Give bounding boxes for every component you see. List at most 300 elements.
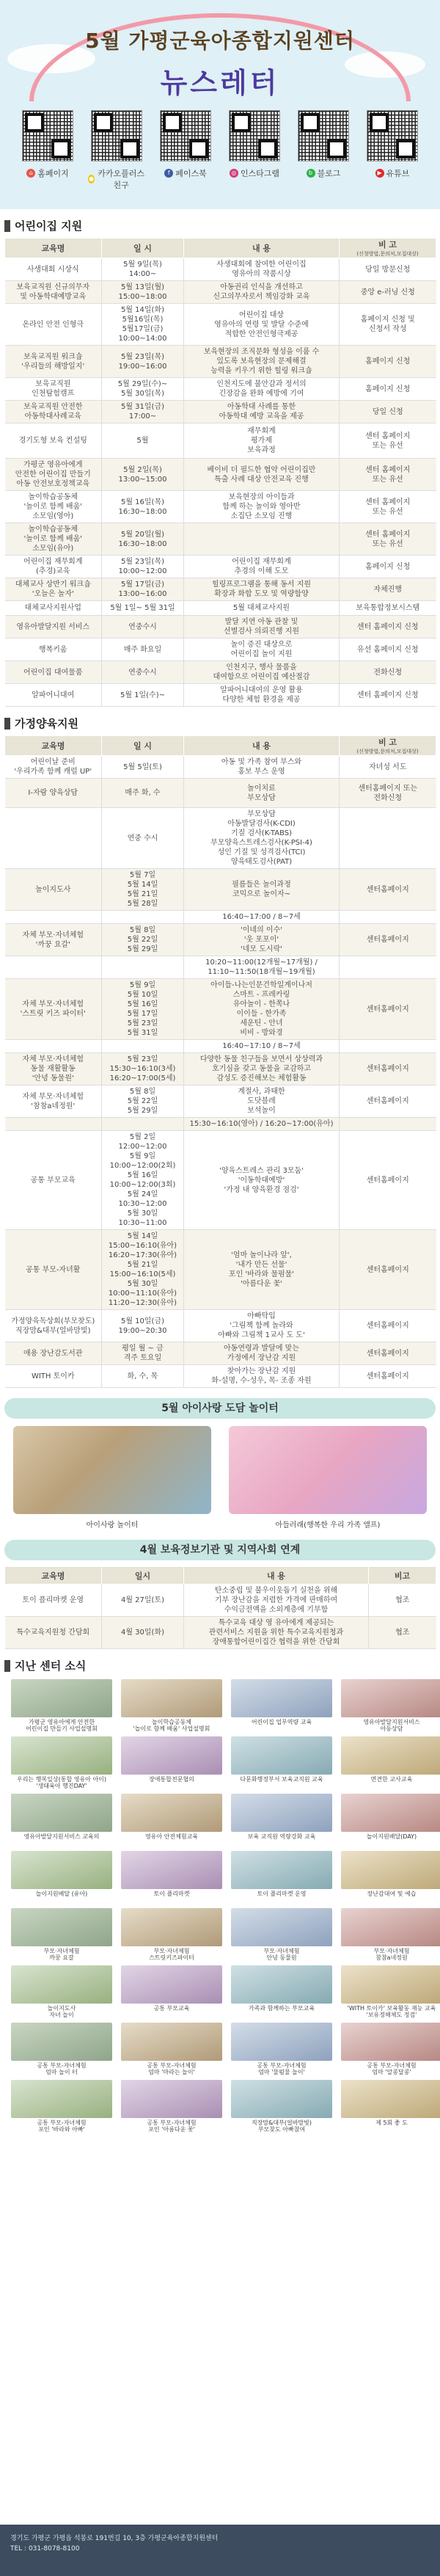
qr-code-row: [19, 110, 421, 191]
news-section-title: [4, 1658, 440, 1673]
table-cell: 5월 1일(수)~: [102, 684, 184, 707]
table-cell: 5월 7일 5월 14일 5월 21일 5월 28일: [102, 869, 184, 911]
gallery-item: [121, 2023, 222, 2075]
gallery-photo: [231, 1908, 332, 1946]
table-cell: [5, 808, 102, 869]
table-cell: 5월 8일 5월 22일 5월 29일: [102, 1085, 184, 1118]
gallery-photo: [341, 1908, 440, 1946]
table-cell: 보육교직원 안전한 아동학대사례교육: [5, 401, 102, 423]
gallery-caption: 공통 부모-자녀체험 엄마 '알콩달콩': [367, 2062, 417, 2075]
table-cell: I-자람 양육상담: [5, 779, 102, 808]
table-row: [5, 491, 436, 523]
header-note-sub: (신청방법,문의처,모집대상): [356, 251, 419, 257]
table-cell: 경기도형 보육 컨설팅: [5, 423, 102, 459]
table-cell: 5월 5일(토): [102, 756, 184, 779]
table-row: [5, 346, 436, 378]
gallery-photo: [341, 1851, 440, 1889]
table-cell: 연중수시: [102, 661, 184, 684]
table-cell: [340, 911, 436, 924]
qr-code-item[interactable]: [19, 110, 76, 191]
gallery-item: [231, 1851, 332, 1904]
table-cell: 인천지도에 불안감과 정서의 긴장감을 완화 예방에 기여: [184, 378, 340, 401]
table-cell: 16:40~17:00 / 8~7세: [184, 911, 340, 924]
gallery-item: [121, 1908, 222, 1961]
table-cell: 연중수시: [102, 616, 184, 638]
table-cell: 센터 홈페이지 또는 유선: [340, 459, 436, 491]
table-cell: 가평군 영유아에게 안전한 어린이집 만들기 아동 안전보호정책교육: [5, 459, 102, 491]
table-row: [5, 523, 436, 556]
header-note-text: 비 고: [378, 240, 397, 250]
gallery-item: [121, 1679, 222, 1732]
table-cell: 매주 화, 수: [102, 779, 184, 808]
table-row: [5, 556, 436, 578]
table-cell: 중앙 e-러닝 신청: [340, 281, 436, 304]
table-row: [5, 578, 436, 601]
gallery-caption: 어린이집 업무역량 교육: [251, 1719, 312, 1725]
table-cell: 센터 홈페이지 또는 유선: [340, 491, 436, 523]
table-cell: 특수교육지원청 간담회: [5, 1617, 102, 1649]
table-cell: 애용 장난감도서관: [5, 1342, 102, 1365]
table-cell: 보육교직원 신규의무자 및 아동학대예방교육: [5, 281, 102, 304]
table-cell: [184, 523, 340, 556]
table-cell: 5월 2일(목) 13:00~15:00: [102, 459, 184, 491]
table-cell: 힐링프로그램을 통해 동서 지원 확장과 화합 도모 및 역량함양: [184, 578, 340, 601]
table-cell: 센터 홈페이지 또는 유선: [340, 423, 436, 459]
gallery-item: [341, 1851, 440, 1904]
table-cell: [5, 1040, 102, 1053]
qr-label: [226, 167, 283, 179]
section-title-text: 어린이집 지원: [15, 219, 83, 233]
table-cell: 놀이지도사: [5, 869, 102, 911]
table-cell: 5월 14일 15:00~16:10(유아) 16:20~17:30(유아) 5월 21일 15:00~16:10(5세) 5월 30일 10:00~11:10(유아) 11:20~12:30(유아): [102, 1230, 184, 1310]
facebook-icon: f: [164, 169, 173, 178]
gallery-caption: 부모·자녀체험 까꿍 요갈: [43, 1948, 80, 1961]
table-row: [5, 956, 436, 979]
header-content: 내 용: [184, 736, 340, 756]
gallery-item: [121, 1794, 222, 1847]
newsletter-title: 뉴스레터: [160, 67, 280, 99]
table-cell: 센터홈페이지: [340, 1342, 436, 1365]
qr-code-item[interactable]: [157, 110, 214, 191]
qr-label-text: 유튜브: [386, 169, 410, 178]
gallery-photo: [231, 1679, 332, 1717]
table-cell: 토이 플리마켓 운영: [5, 1584, 102, 1617]
table-cell: 보육교직원 인천탐험캠프: [5, 378, 102, 401]
table-cell: 놀이치료 부모상담: [184, 779, 340, 808]
table-cell: 5월 2일 12:00~12:00 5월 9일 10:00~12:00(2회) 5월 16일 10:00~12:00(3회) 5월 24일 10:30~12:00 5월 30일 10:30~11:00: [102, 1131, 184, 1230]
gallery-item: [11, 1965, 112, 2018]
gallery-caption: 부모·자녀체험 참참a네정원: [373, 1948, 410, 1961]
gallery-photo: [341, 1794, 440, 1832]
gallery-photo: [11, 1908, 112, 1946]
gallery-caption: 공통 부모-자녀체험 엄마 '마라는 놀이': [147, 2062, 197, 2075]
table-cell: 어린이집 대상 영유아의 연령 및 발달 수준에 적합한 안전인형극제공: [184, 304, 340, 346]
table-cell: 센터홈페이지 또는 전화신청: [340, 779, 436, 808]
gallery-caption: 'WITH 토이카' 보육활동 재능 교육 '보유정해체도 정검': [347, 2005, 436, 2018]
gallery-photo: [231, 1851, 332, 1889]
table-cell: 어린이집 대여물품: [5, 661, 102, 684]
table-cell: 재무회계 평가제 보육과정: [184, 423, 340, 459]
table-cell: 평일 월 ~ 금 격주 토요일: [102, 1342, 184, 1365]
table-cell: [340, 1118, 436, 1131]
header-content: 내 용: [184, 1567, 369, 1584]
gallery-caption: 장애통합전문협의: [149, 1776, 194, 1783]
gallery-photo: [341, 1736, 440, 1775]
gallery-photo: [121, 1851, 222, 1889]
table-cell: 화, 수, 목: [102, 1365, 184, 1388]
gallery-caption: 공통 부모교육: [153, 2005, 190, 2012]
header-note-text: 비 고: [378, 738, 397, 747]
gallery-photo: [11, 2080, 112, 2118]
news-gallery: [11, 1679, 440, 2133]
qr-label: [364, 167, 421, 179]
table-cell: 센터홈페이지: [340, 1230, 436, 1310]
table-row: [5, 1365, 436, 1388]
gallery-photo: [121, 1908, 222, 1946]
table-cell: 아동 및 가족 참여 부스와 홍보 부스 운영: [184, 756, 340, 779]
footer-tel: TEL : 031-8078-8100: [10, 2545, 80, 2553]
table-cell: '이네의 이수' '웃 포포이' '네모 도시락': [184, 924, 340, 956]
table-cell: 계절사, 과태한 도닷블레 보석놀이: [184, 1085, 340, 1118]
table-row: [5, 869, 436, 911]
gallery-caption: 놀이지원배달 (유아): [35, 1891, 88, 1897]
table-cell: 자체진행: [340, 578, 436, 601]
section-title-text: 지난 센터 소식: [15, 1659, 87, 1673]
gallery-item: [11, 1736, 112, 1789]
table-cell: 보육현장의 아이들과 함께 하는 놀이와 영아반 소집단 소모임 진행: [184, 491, 340, 523]
table-cell: 행복키움: [5, 638, 102, 661]
table-cell: 부모상담 아동발달검사(K-CDI) 기질 검사(K-TABS) 부모양육스트레스검사(K-PSI-4) 성인 기질 및 성격검사(TCI) 양육태도검사(PAT): [184, 808, 340, 869]
table-cell: 4월 30일(화): [102, 1617, 184, 1649]
header-date: 일 시: [102, 239, 184, 258]
table-row: [5, 281, 436, 304]
table-cell: 발달 지연 아동 관찰 및 선별검사 의뢰진행 지원: [184, 616, 340, 638]
family-section-title: [4, 716, 440, 731]
gallery-caption: 놀이지도사 자녀 놀이: [47, 2005, 76, 2018]
gallery-caption: 토이 플리마켓: [153, 1891, 190, 1897]
qr-code[interactable]: [298, 110, 349, 161]
table-row: [5, 1342, 436, 1365]
table-cell: 공통 부모교육: [5, 1131, 102, 1230]
table-cell: 10:20~11:00(12개월~17개월) / 11:10~11:50(18개월~19개월): [184, 956, 340, 979]
gallery-item: [121, 2080, 222, 2133]
gallery-caption: 공통 부모-자녀체험 엄마 '물펌물 놀이': [257, 2062, 307, 2075]
table-cell: 자체 부모·자녀체험 '스트릿 키즈 파이터': [5, 979, 102, 1040]
gallery-caption: 우리는 행복일상(통합 영유아 아이) '생태육아 행진DAY': [16, 1776, 107, 1789]
gallery-item: [231, 1965, 332, 2018]
table-cell: 홈페이지 신청: [340, 556, 436, 578]
table-cell: 5월 8일 5월 22일 5월 29일: [102, 924, 184, 956]
table-cell: 탄소중립 및 불우이웃돕기 실천을 위해 기부 장난감을 저렴한 가격에 판매하여 수익금전액을 소외계층에 기부함: [184, 1584, 369, 1617]
gallery-photo: [11, 1794, 112, 1832]
table-cell: 인천지구, 행사 물품을 대여함으로 어린이집 예산절감: [184, 661, 340, 684]
table-cell: 센터홈페이지: [340, 1365, 436, 1388]
table-row: [5, 1040, 436, 1053]
gallery-item: [11, 1679, 112, 1732]
gallery-caption: 놀이지원배달(DAY): [366, 1833, 417, 1840]
table-cell: 센터 홈페이지 신청: [340, 684, 436, 707]
header-note: [340, 239, 436, 258]
table-cell: 협조: [369, 1617, 436, 1649]
table-cell: 협조: [369, 1584, 436, 1617]
table-cell: 당일 신청: [340, 401, 436, 423]
gallery-item: [341, 1794, 440, 1847]
table-cell: 베이비 더 필드한 협약 어린이집만 특출 사례 대상 안전교육 진행: [184, 459, 340, 491]
table-cell: 센터홈페이지: [340, 869, 436, 911]
table-cell: WITH 토이카: [5, 1365, 102, 1388]
qr-code-item[interactable]: [295, 110, 352, 191]
table-cell: 자체 부모·자녀체험 '참참a네정원': [5, 1085, 102, 1118]
table-cell: [5, 1118, 102, 1131]
header-note: [340, 736, 436, 756]
section-marker: [4, 1660, 10, 1672]
table-cell: 놀이학습공동체 '놀이로 함께 배움' 소모임(유아): [5, 523, 102, 556]
gallery-photo: [121, 1794, 222, 1832]
gallery-item: [341, 2080, 440, 2133]
gallery-photo: [341, 1965, 440, 2004]
table-cell: 5월 16일(목) 16:30~18:00: [102, 491, 184, 523]
playground-photo: [13, 1426, 211, 1529]
blog-icon: b: [307, 169, 315, 178]
table-row: [5, 1230, 436, 1310]
table-cell: 사생대회에 참여한 어린이집 영유아의 작품시상: [184, 258, 340, 281]
table-cell: 연중 수시: [102, 808, 184, 869]
gallery-photo: [121, 1736, 222, 1775]
table-row: [5, 1617, 436, 1649]
table-row: [5, 616, 436, 638]
gallery-caption: 제 5회 좋 도: [375, 2120, 408, 2126]
gallery-photo: [341, 2023, 440, 2061]
gallery-item: [341, 2023, 440, 2075]
qr-code-item[interactable]: [226, 110, 283, 191]
gallery-item: [341, 1736, 440, 1789]
table-cell: 5월 23일(목) 19:00~16:00: [102, 346, 184, 378]
gallery-photo: [121, 2080, 222, 2118]
network-banner: 4월 보육정보기관 및 지역사회 연계: [4, 1540, 436, 1560]
table-cell: 영유아발달지원 서비스: [5, 616, 102, 638]
gallery-photo: [231, 1736, 332, 1775]
table-cell: 자체 부모·자녀체험 '까꿍 요갈': [5, 924, 102, 956]
table-row: [5, 401, 436, 423]
gallery-caption: 면견한 교사교육: [370, 1776, 413, 1783]
gallery-photo: [121, 1679, 222, 1717]
gallery-caption: 직장맘&대부(얼바맘빛) 부모찾도 아빠참여: [251, 2120, 312, 2133]
gallery-item: [231, 2080, 332, 2133]
playground-banner: 5월 아이사랑 도담 놀이터: [4, 1398, 436, 1419]
gallery-photo: [231, 2023, 332, 2061]
table-cell: 가정양육독상회(부모찾도) 직장맘&대부(얼바맘빛): [5, 1310, 102, 1342]
qr-code[interactable]: [160, 110, 211, 161]
table-header-row: [5, 736, 436, 756]
qr-code-item[interactable]: [364, 110, 421, 191]
table-cell: 놀이학습공동체 '놀이로 함께 배움' 소모임(영아): [5, 491, 102, 523]
gallery-caption: 부모·자녀체험 안녕 동물원: [263, 1948, 300, 1961]
table-cell: 홈페이지 신청: [340, 378, 436, 401]
table-cell: 필름들은 놀이과정 코믹으로 놀이자~: [184, 869, 340, 911]
gallery-item: [11, 1851, 112, 1904]
table-cell: 보육교직원 워크숍 '우리들의 해방일지': [5, 346, 102, 378]
table-cell: 당일 방문신청: [340, 258, 436, 281]
qr-code-item[interactable]: [88, 110, 145, 191]
gallery-item: [231, 1794, 332, 1847]
table-header-row: [5, 1567, 436, 1584]
header-course: 교육명: [5, 736, 102, 756]
table-row: [5, 459, 436, 491]
gallery-photo: [121, 1965, 222, 2004]
gallery-item: [341, 1679, 440, 1732]
qr-code[interactable]: [229, 110, 280, 161]
table-cell: 매주 화요일: [102, 638, 184, 661]
qr-label: [157, 167, 214, 179]
table-cell: 5월 1일~ 5월 31일: [102, 601, 184, 616]
qr-code[interactable]: [367, 110, 418, 161]
table-cell: 15:30~16:10(영아) / 16:20~17:00(유아): [184, 1118, 340, 1131]
gallery-photo: [11, 1965, 112, 2004]
table-cell: 5월 9일 5월 10일 5월 16일 5월 17일 5월 23일 5월 31일: [102, 979, 184, 1040]
table-row: [5, 1118, 436, 1131]
gallery-item: [231, 1679, 332, 1732]
gallery-caption: 가평군 영유아에게 안전한 어린이집 만들기 사업설명회: [26, 1719, 98, 1732]
table-cell: 센터홈페이지: [340, 1131, 436, 1230]
header-note: 비고: [369, 1567, 436, 1584]
table-cell: 5월 17일(금) 13:00~16:00: [102, 578, 184, 601]
gallery-item: [121, 1851, 222, 1904]
gallery-item: [231, 1908, 332, 1961]
table-cell: 아이들-나는인문건학일계이나저 스마트 - 프레카링 유아놀이 - 한쪽나 이이들 - 한가족 세운틴 - 안녀 비비 - 방와경: [184, 979, 340, 1040]
gallery-caption: 보육 교직원 역량강화 교육: [247, 1833, 316, 1840]
table-cell: 사생대회 시상식: [5, 258, 102, 281]
table-row: [5, 638, 436, 661]
table-row: [5, 979, 436, 1040]
table-row: [5, 1053, 436, 1085]
table-cell: 5월 9일(목) 14:00~: [102, 258, 184, 281]
table-cell: 유선 홈페이지 신청: [340, 638, 436, 661]
gallery-caption: 놀이학습공동체 '놀이로 함께 배움' 사업설명회: [133, 1719, 210, 1732]
playground-photos: [4, 1426, 436, 1529]
table-row: [5, 1131, 436, 1230]
qr-label: [88, 167, 145, 191]
table-cell: 알파어니대여: [5, 684, 102, 707]
table-row: [5, 1310, 436, 1342]
gallery-item: [121, 1965, 222, 2018]
table-row: [5, 378, 436, 401]
table-cell: 대체교사 상반기 워크숍 '오늘은 놀자': [5, 578, 102, 601]
gallery-caption: 공통 부모-자녀체험 포인 '바라와 아빠': [37, 2120, 87, 2133]
gallery-photo: [11, 1679, 112, 1717]
gallery-caption: 공통 부모-자녀체험 포인 '아름다운 꽃': [147, 2120, 197, 2133]
table-cell: 다양한 동물 친구들을 보면서 상상력과 호기심을 갖고 동물을 교감하고 감성도 증진해보는 체험활동: [184, 1053, 340, 1085]
table-header-row: [5, 239, 436, 258]
table-cell: 5월 10일(금) 19:00~20:30: [102, 1310, 184, 1342]
qr-code[interactable]: [22, 110, 73, 161]
section-marker: [4, 718, 10, 729]
gallery-item: [11, 1794, 112, 1847]
playground-image: [229, 1426, 427, 1514]
table-cell: 5월 23일(목) 10:00~12:00: [102, 556, 184, 578]
newsletter-header: [0, 0, 440, 209]
table-cell: 센터홈페이지: [340, 1310, 436, 1342]
table-cell: 찾아가는 장난감 지원 화-설명, 수-성우, 목- 조종 자원: [184, 1365, 340, 1388]
gallery-caption: 장난감대여 및 예습: [367, 1891, 417, 1897]
table-cell: 센터 홈페이지 또는 유선: [340, 523, 436, 556]
gallery-photo: [231, 1794, 332, 1832]
table-row: [5, 924, 436, 956]
qr-label-text: 홈페이지: [37, 169, 69, 178]
gallery-caption: 영유아발달지원서비스 아동상담: [363, 1719, 420, 1732]
table-cell: 5월 20일(월) 16:30~18:00: [102, 523, 184, 556]
qr-label-text: 페이스북: [175, 169, 207, 178]
gallery-caption: 토이 플리마켓 운영: [257, 1891, 307, 1897]
table-row: [5, 661, 436, 684]
table-cell: '양육스트레스 관리 3모둠' '이동학대예방' '가정 내 양육환경 점검': [184, 1131, 340, 1230]
table-cell: 아빠탁입 '그림책 함께 놀라와 아빠와 그림책 1교사 도 도': [184, 1310, 340, 1342]
table-cell: 5월: [102, 423, 184, 459]
header-date: 일 시: [102, 736, 184, 756]
gallery-item: [231, 1736, 332, 1789]
qr-code[interactable]: [91, 110, 142, 161]
daycare-table: [4, 238, 436, 707]
gallery-item: [341, 1965, 440, 2018]
table-cell: 자녀성 서도: [340, 756, 436, 779]
table-cell: [102, 956, 184, 979]
gallery-caption: 부모·자녀체험 스트릿키즈파이터: [149, 1948, 194, 1961]
footer-address: 경기도 가평군 가평읍 석봉로 191번길 10, 3층 가평군육아종합지원센터: [10, 2535, 219, 2542]
header-content: 내 용: [184, 239, 340, 258]
gallery-item: [11, 2023, 112, 2075]
table-cell: [340, 956, 436, 979]
header-date: 일시: [102, 1567, 184, 1584]
table-cell: '엄마 놀이나라 앞', '내가 만든 선물' 포인 '바라와 물펌물' '아름다운 꽃': [184, 1230, 340, 1310]
table-cell: 놀이 증진 대상으로 어린이집 놀이 지원: [184, 638, 340, 661]
table-cell: 아동학대 사례를 통한 아동학대 예방 교육을 제공: [184, 401, 340, 423]
table-cell: 전화신청: [340, 661, 436, 684]
table-row: [5, 304, 436, 346]
gallery-photo: [11, 1851, 112, 1889]
table-cell: 센터홈페이지: [340, 1053, 436, 1085]
table-cell: 16:40~17:10 / 8~7세: [184, 1040, 340, 1053]
table-cell: 아동권리 인식을 개선하고 신고의무자로서 책임강화 교육: [184, 281, 340, 304]
table-cell: [340, 808, 436, 869]
table-cell: 어린이집 재무회계 추경의 이해 도모: [184, 556, 340, 578]
kakao-icon: ●: [89, 175, 95, 182]
table-cell: 자체 부모·자녀체험 동물 재활활동 '안녕 동물원': [5, 1053, 102, 1085]
gallery-photo: [341, 2080, 440, 2118]
qr-label-text: 카카오플러스친구: [98, 169, 145, 190]
table-cell: [102, 1040, 184, 1053]
gallery-photo: [11, 1736, 112, 1775]
table-cell: [340, 1040, 436, 1053]
table-cell: 어린이집 재무회계 (추경)교육: [5, 556, 102, 578]
playground-photo: [229, 1426, 427, 1529]
gallery-photo: [341, 1679, 440, 1717]
table-cell: 4월 27일(토): [102, 1584, 184, 1617]
table-cell: 홈페이지 신청 및 신청서 작성: [340, 304, 436, 346]
gallery-photo: [11, 2023, 112, 2061]
table-row: [5, 684, 436, 707]
table-row: [5, 911, 436, 924]
table-cell: 아동연령과 발달에 맞는 가정에서 장난감 지원: [184, 1342, 340, 1365]
table-cell: 5월 29일(수)~ 5월 30일(목): [102, 378, 184, 401]
table-cell: 보육현장의 조직문화 형성을 이룸 수 있도록 보육현장의 문제해결 능력을 키우기 위한 힐링 워크숍: [184, 346, 340, 378]
playground-image: [13, 1426, 211, 1514]
table-cell: 대체교사지원사업: [5, 601, 102, 616]
table-cell: 5월 23일 15:30~16:10(3세) 16:20~17:00(5세): [102, 1053, 184, 1085]
table-cell: 공통 부모-자녀활: [5, 1230, 102, 1310]
gallery-caption: 가족과 함께하는 부모교육: [248, 2005, 315, 2012]
table-cell: 홈페이지 신청: [340, 346, 436, 378]
table-cell: 알파어니대여의 운영 활용 다양한 체험 환경을 제공: [184, 684, 340, 707]
table-row: [5, 756, 436, 779]
